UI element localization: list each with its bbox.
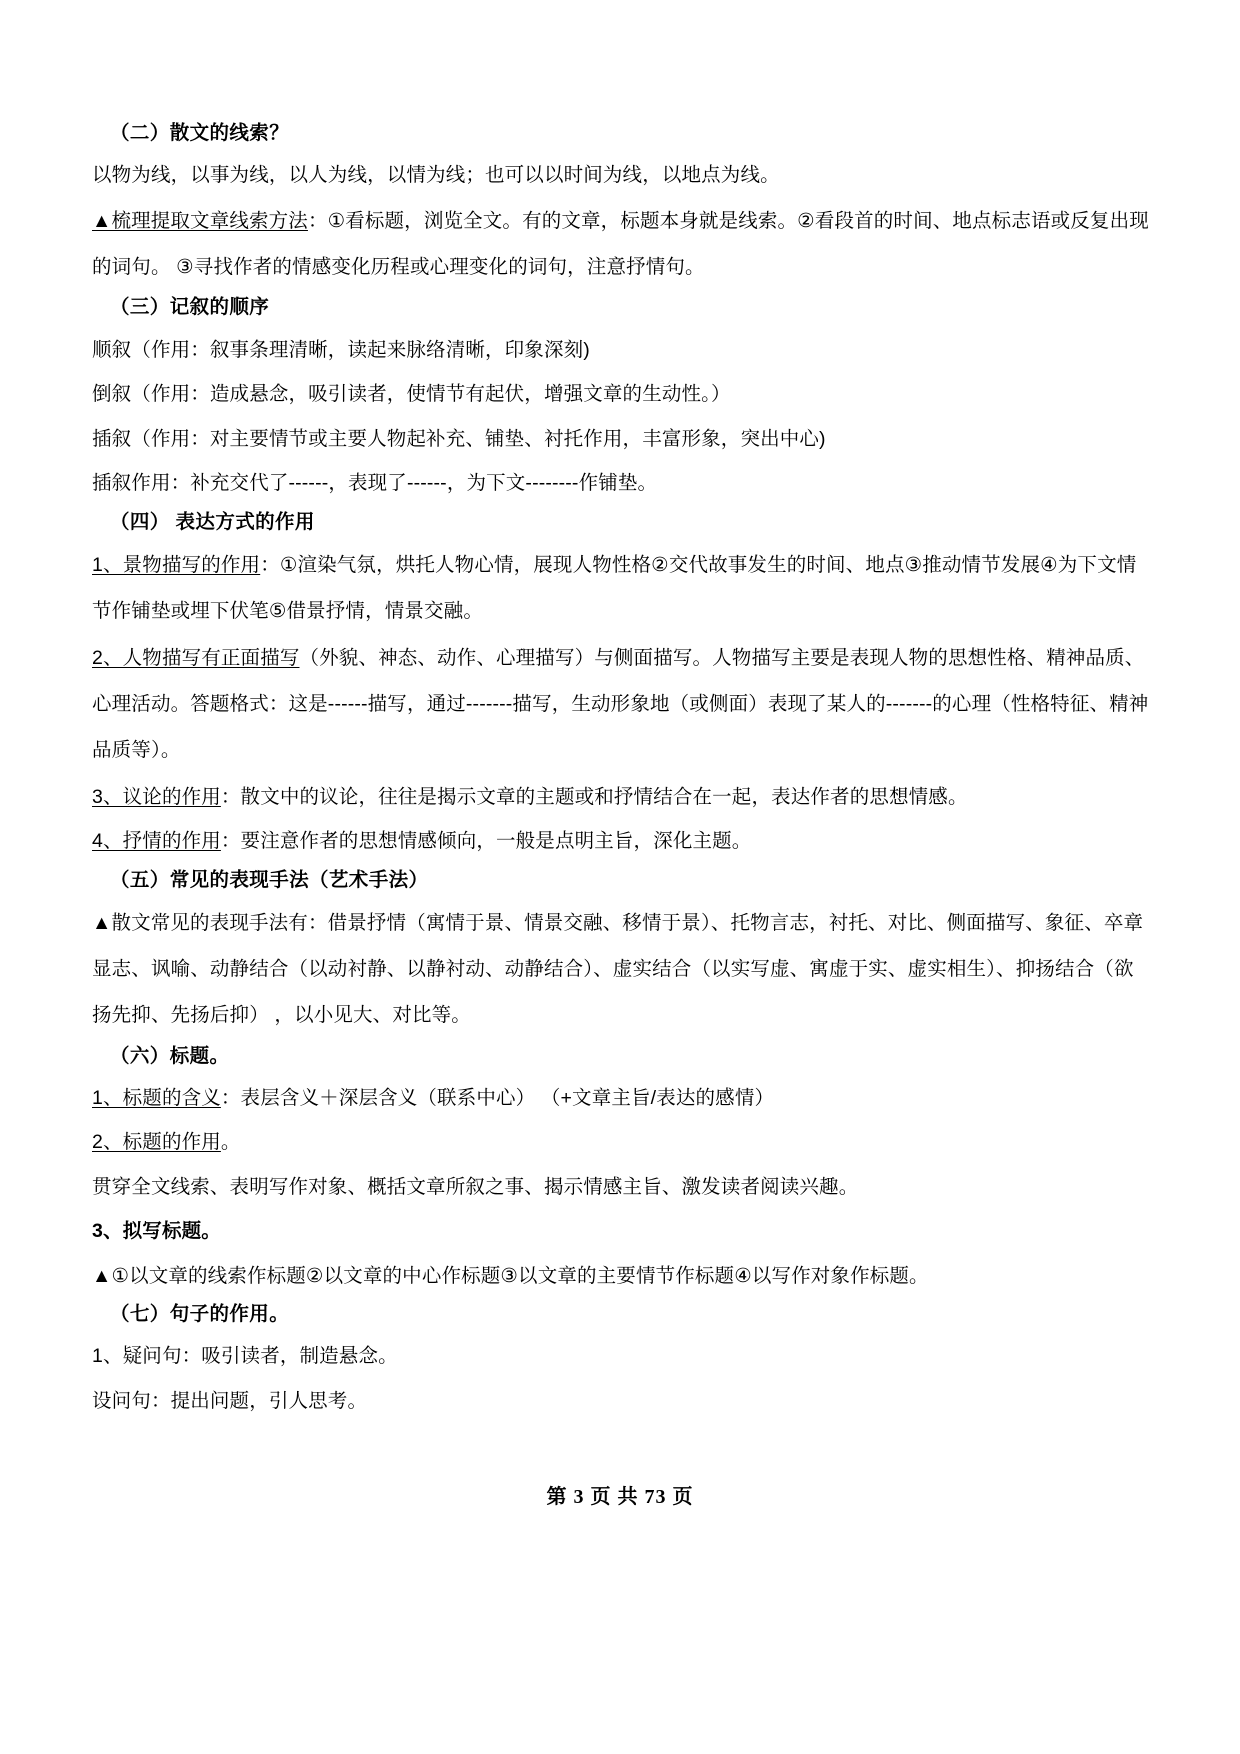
paragraph	[92, 1210, 1150, 1253]
section-heading-5: （五）常见的表现手法（艺术手法）	[110, 868, 429, 891]
paragraph-text: ：①看标题，浏览全文。有的文章，标题本身就是线索。②看段首的时间、地点标志语或反复出现的词句。 ③寻找作者的情感变化历程或心理变化的词句，注意抒情句。	[92, 209, 1149, 278]
paragraph	[92, 373, 1150, 416]
section-heading-3: （三）记叙的顺序	[110, 296, 270, 319]
paragraph-text: 贯穿全文线索、表明写作对象、概括文章所叙之事、揭示情感主旨、激发读者阅读兴趣。	[92, 1175, 859, 1198]
page-number-text: 第 3 页 共 73 页	[546, 1486, 694, 1508]
section-heading-4: （四） 表达方式的作用	[110, 510, 315, 533]
paragraph-text: 。	[220, 1131, 241, 1154]
paragraph	[92, 462, 1150, 505]
paragraph-text: ：散文中的议论，往往是揭示文章的主题或和抒情结合在一起，表达作者的思想情感。	[220, 785, 968, 808]
paragraph	[92, 820, 1150, 863]
paragraph-text: 顺叙（作用：叙事条理清晰，读起来脉络清晰，印象深刻)	[92, 338, 590, 361]
paragraph-text: （外貌、神态、动作、心理描写）与侧面描写。人物描写主要是表现人物的思想性格、精神品质、心理活动。答题格式：这是------描写，通过-------描写，生动形象地（或侧面）表现了某人的-------的心理（性格特征、精神品质等）。	[92, 647, 1149, 762]
paragraph-text: 插叙（作用：对主要情节或主要人物起补充、铺垫、衬托作用，丰富形象，突出中心)	[92, 427, 826, 450]
underlined-lead-in: 2、人物描写有正面描写	[92, 647, 300, 670]
underlined-lead-in: 1、标题的含义	[92, 1086, 221, 1109]
page-footer	[0, 1480, 1240, 1509]
bold-lead-in: 3、拟写标题。	[92, 1220, 221, 1243]
paragraph	[92, 776, 1150, 819]
paragraph-text: ▲散文常见的表现手法有：借景抒情（寓情于景、情景交融、移情于景）、托物言志，衬托、对比、侧面描写、象征、卒章显志、讽喻、动静结合（以动衬静、以静衬动、动静结合）、虚实结合（以实写虚、寓虚于实、虚实相生）、抑扬结合（欲扬先抑、先扬后抑） ，以小见大、对比等。	[92, 912, 1144, 1026]
underlined-lead-in: 1、景物描写的作用	[92, 553, 261, 576]
paragraph-text: 倒叙（作用：造成悬念，吸引读者，使情节有起伏，增强文章的生动性。）	[92, 383, 731, 406]
paragraph	[92, 199, 1150, 291]
section-heading-2: （二）散文的线索？	[110, 122, 290, 144]
paragraph-text: 1、疑问句：吸引读者，制造悬念。	[92, 1345, 398, 1368]
paragraph	[92, 154, 1150, 197]
paragraph	[92, 636, 1150, 773]
paragraph	[92, 1166, 1150, 1209]
paragraph-text: 以物为线，以事为线，以人为线，以情为线；也可以以时间为线，以地点为线。	[92, 164, 780, 187]
paragraph	[92, 1255, 1150, 1298]
paragraph	[92, 1077, 1150, 1120]
paragraph-text: ：表层含义＋深层含义（联系中心） （+文章主旨/表达的感情）	[220, 1086, 775, 1109]
paragraph	[92, 1380, 1150, 1423]
section-heading-7: （七）句子的作用。	[110, 1303, 290, 1326]
paragraph-text: ▲①以文章的线索作标题②以文章的中心作标题③以文章的主要情节作标题④以写作对象作标题。	[92, 1264, 929, 1287]
paragraph	[92, 543, 1150, 635]
paragraph-text: 插叙作用：补充交代了------，表现了------，为下文--------作铺垫。	[92, 472, 658, 495]
paragraph	[92, 1335, 1150, 1378]
underlined-lead-in: ▲梳理提取文章线索方法	[92, 209, 308, 232]
underlined-lead-in: 3、议论的作用	[92, 785, 221, 808]
document-body	[92, 118, 1150, 1424]
paragraph	[92, 1121, 1150, 1164]
paragraph-text: ：要注意作者的思想情感倾向，一般是点明主旨，深化主题。	[220, 830, 752, 853]
underlined-lead-in: 4、抒情的作用	[92, 830, 221, 853]
paragraph	[92, 329, 1150, 372]
paragraph	[92, 901, 1150, 1038]
underlined-lead-in: 2、标题的作用	[92, 1131, 221, 1154]
paragraph	[92, 418, 1150, 461]
paragraph-text: ：①渲染气氛，烘托人物心情，展现人物性格②交代故事发生的时间、地点③推动情节发展④为下文情节作铺垫或埋下伏笔⑤借景抒情，情景交融。	[92, 553, 1137, 622]
paragraph-text: 设问句：提出问题，引人思考。	[92, 1389, 368, 1412]
section-heading-6: （六）标题。	[110, 1044, 230, 1067]
